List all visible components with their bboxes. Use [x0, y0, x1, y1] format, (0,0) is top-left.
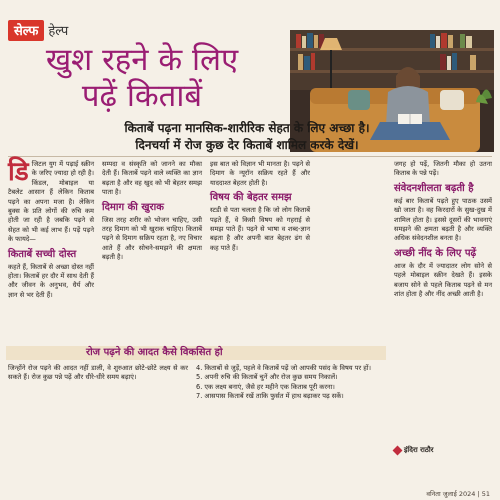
- col1-paragraph-2: कहते हैं, किताबें से अच्छा दोस्त नहीं होता। किताबें हर दौर में साथ देती हैं और जीवन के अनुभव, धैर्य और ज्ञान से भर देती हैं।: [8, 262, 94, 299]
- col4-paragraph-2: कई बार किताबें पढ़ते हुए पाठक उसमें खो जाता है। वह किरदारों के सुख-दुख में शामिल होता है। इससे दूसरों की भावनाएं समझने की क्षमता बढ़ती है और व्यक्ति अधिक संवेदनशील बनता है।: [394, 196, 492, 243]
- list-item-7: 7. आसपास किताबें रखें ताकि फुर्सत में हाथ बढ़ाकर पढ़ सकें।: [196, 392, 344, 401]
- col2-paragraph-2: जिस तरह शरीर को भोजन चाहिए, उसी तरह दिमाग को भी खुराक चाहिए। किताबें पढ़ने से दिमाग सक्रिय रहता है, नए विचार आते हैं और सोचने-समझने की क्षमता बढ़ती है।: [102, 215, 202, 262]
- standfirst-line-2: दिनचर्या में रोज कुछ देर किताबें शामिल करके देखें।: [135, 138, 359, 152]
- bottom-left-text: [8, 364, 188, 383]
- standfirst: [12, 120, 482, 154]
- headline-line-2: पढ़ें किताबें: [81, 78, 203, 114]
- col3-paragraph-2: स्टडी से पता चलता है कि जो लोग किताबें पढ़ते हैं, वे किसी विषय को गहराई से समझ पाते हैं। पढ़ने से भाषा व शब्द-ज्ञान बढ़ता है और अपनी बात बेहतर ढंग से कह पाते हैं।: [210, 206, 310, 252]
- list-item-4: 4. किताबों से जुड़ें, पहले वे किताबें पढ़ें जो आपकी पसंद के विषय पर हों।: [196, 364, 371, 372]
- author-byline: [394, 446, 434, 455]
- subheading-sensitivity: संवेदनशीलता बढ़ती है: [394, 182, 474, 194]
- article-column-2: [102, 160, 202, 263]
- article-column-4: [394, 160, 492, 299]
- col1-paragraph-1: जिटल युग में पढ़ाई स्क्रीन के जरिए ज्यादा हो रही है। किंडल, मोबाइल या टैबलेट आसान हैं लेकिन किताब पढ़ने का अपना मजा है। लेकिन बुक्स के प्रति लोगों की रुचि कम होती जा रही है जबकि पढ़ने से सेहत को भी कई लाभ हैं। पढ़ें पढ़ने के फायदे—: [8, 160, 94, 244]
- diamond-icon: [393, 446, 403, 456]
- col4-paragraph-1: जगह हो पढ़ें, जितनी मौका हो उतना किताब के पन्ने पढ़ें।: [394, 160, 492, 178]
- headline-line-1: खुश रहने के लिए: [45, 42, 239, 78]
- article-column-1: [8, 157, 94, 300]
- footer-text: वनिता जुलाई 2024 | 51: [426, 489, 490, 498]
- subheading-good-sleep: अच्छी नींद के लिए पढ़ें: [394, 247, 477, 259]
- reading-habit-banner: रोज पढ़ने की आदत कैसे विकसित हो: [6, 346, 386, 360]
- col3-paragraph-1: इस बात को विज्ञान भी मानता है। पढ़ने से दिमाग के न्यूरॉन सक्रिय रहते हैं और याददाश्त बेहतर होती है।: [210, 160, 310, 187]
- page-footer: [0, 486, 500, 500]
- col2-paragraph-1: सम्पदा व संस्कृति को जानने का मौका देती हैं। किताबें पढ़ने वाले व्यक्ति का ज्ञान बढ़ता है और वह खुद को भी बेहतर समझ पाता है।: [102, 160, 202, 197]
- list-item-6: 6. एक लक्ष्य बनाएं, जैसे हर महीने एक किताब पूरी करना।: [196, 382, 335, 391]
- headline: [12, 42, 272, 114]
- bottom-list: [196, 364, 382, 402]
- standfirst-line-1: किताबें पढ़ना मानसिक-शारीरिक सेहत के लिए अच्छा है।: [124, 121, 370, 135]
- dropcap: डि: [8, 157, 29, 187]
- section-tag-rest: हेल्प: [48, 24, 69, 39]
- section-tag-red: सेल्फ: [8, 20, 44, 41]
- section-tag: [8, 20, 68, 40]
- author-name: इंदिरा राठौर: [404, 446, 434, 454]
- col4-paragraph-3: आज के दौर में ज्यादातर लोग सोने से पहले मोबाइल स्क्रीन देखते हैं। इसके बजाय सोने से पहले किताब पढ़ने से मन शांत होता है और नींद अच्छी आती है।: [394, 261, 492, 299]
- article-column-3: [210, 160, 310, 253]
- subheading-better-understanding: विषय की बेहतर समझ: [210, 192, 292, 204]
- subheading-true-friend: किताबें सच्ची दोस्त: [8, 248, 77, 260]
- subheading-brain-food: दिमाग की खुराक: [102, 201, 164, 213]
- list-item-5: 5. अपनी रुचि की किताबें चुनें और रोज कुछ समय निकालें।: [196, 373, 338, 382]
- divider: [8, 156, 492, 157]
- bottom-left-paragraph: जिन्होंने रोज पढ़ने की आदत नहीं डाली, वे शुरुआत छोटे-छोटे लक्ष्य से कर सकते हैं। रोज कुछ पन्ने पढ़ें और धीरे-धीरे समय बढ़ाएं।: [8, 364, 188, 382]
